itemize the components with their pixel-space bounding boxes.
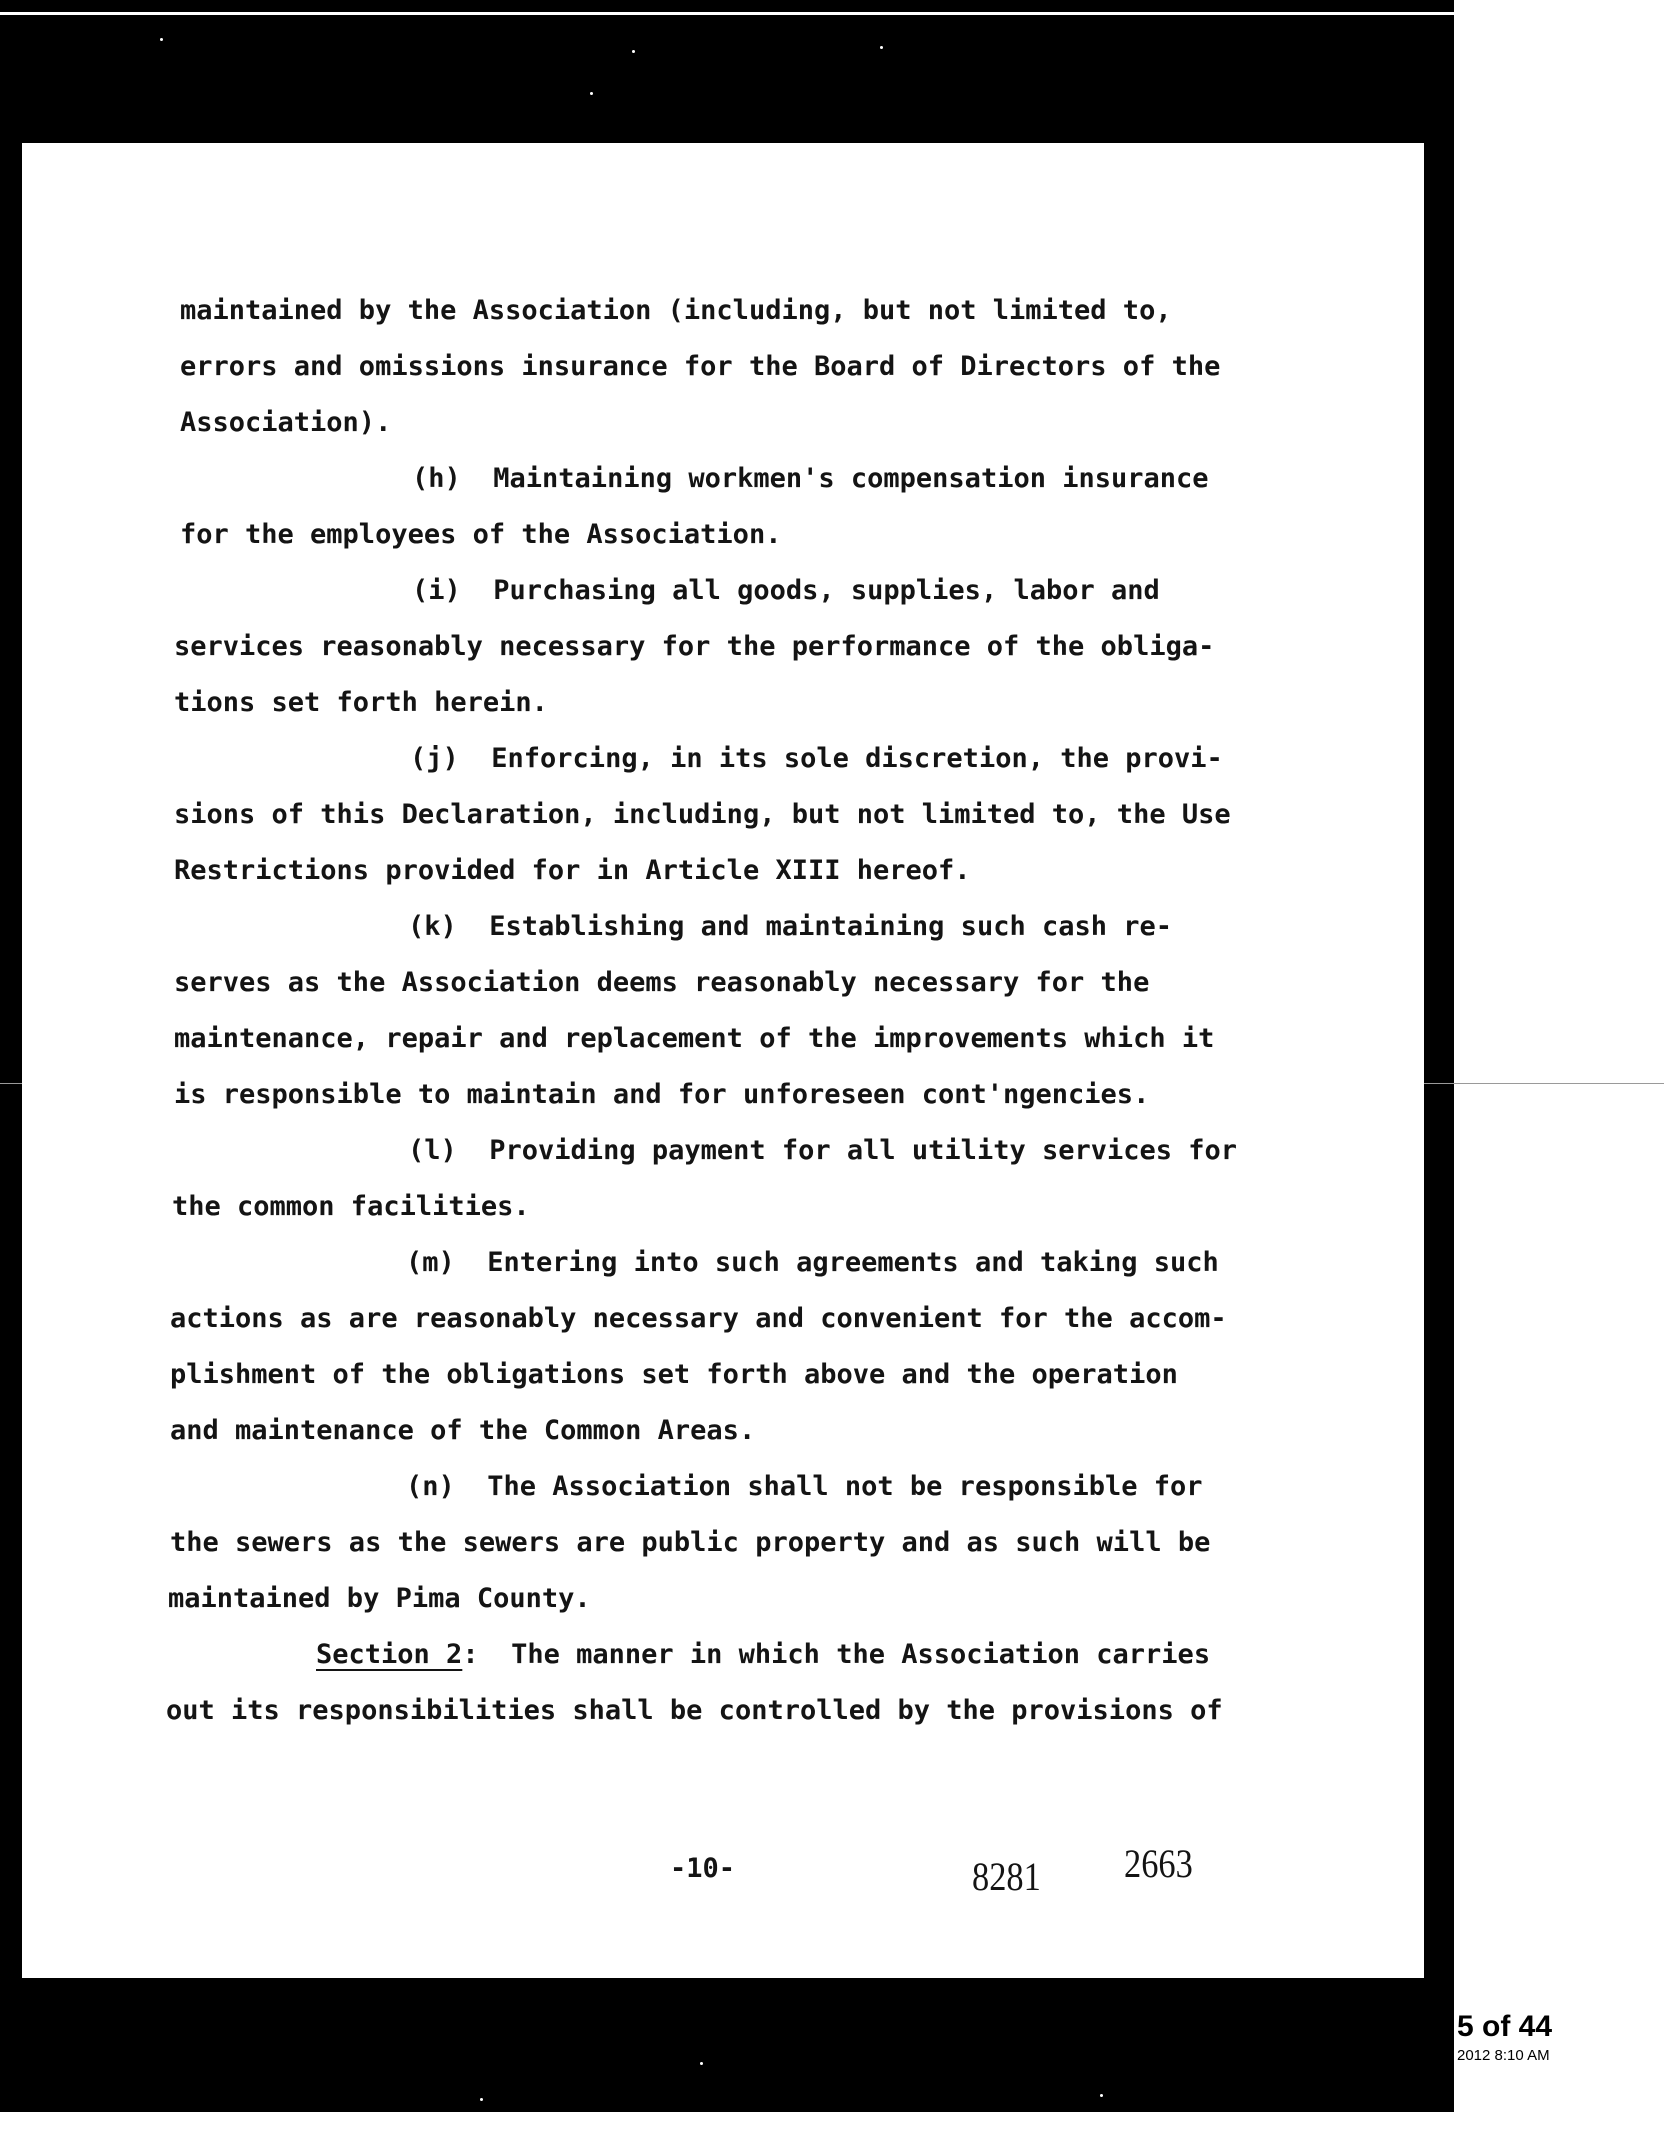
page-number: -10- (670, 1853, 736, 1884)
paragraph-j: (j) Enforcing, in its sole discretion, the provi- (410, 743, 1223, 774)
body-line: maintained by Pima County. (168, 1583, 591, 1614)
body-line: the sewers as the sewers are public property and as such will be (170, 1527, 1211, 1558)
paragraph-k: (k) Establishing and maintaining such cash re- (408, 911, 1173, 942)
body-line: maintenance, repair and replacement of the improvements which it (174, 1023, 1215, 1054)
scan-speck (700, 2062, 703, 2065)
body-line: out its responsibilities shall be controlled by the provisions of (166, 1695, 1223, 1726)
paragraph-m: (m) Entering into such agreements and taking such (406, 1247, 1219, 1278)
body-line: plishment of the obligations set forth above and the operation (170, 1359, 1178, 1390)
scan-speck (1100, 2094, 1103, 2097)
section-2-line (316, 1641, 1210, 1668)
body-line: serves as the Association deems reasonably necessary for the (174, 967, 1150, 998)
body-line: errors and omissions insurance for the Board of Directors of the (180, 351, 1221, 382)
body-line: maintained by the Association (including, but not limited to, (180, 295, 1172, 326)
section-2-text: The manner in which the Association carries (478, 1639, 1211, 1670)
docket-stamp-right: 2663 (1124, 1841, 1193, 1886)
docket-stamp-left: 8281 (972, 1854, 1041, 1899)
body-line: Association). (180, 407, 392, 438)
scan-speck (590, 92, 593, 95)
document-page (22, 143, 1424, 1978)
body-line: tions set forth herein. (174, 687, 548, 718)
paragraph-n: (n) The Association shall not be responsible for (406, 1471, 1203, 1502)
section-2-heading: Section 2 (316, 1639, 463, 1670)
body-line: the common facilities. (172, 1191, 530, 1222)
body-line: is responsible to maintain and for unforeseen cont'ngencies. (174, 1079, 1150, 1110)
print-timestamp: 2012 8:10 AM (1457, 2047, 1550, 2064)
top-rule (0, 12, 1454, 15)
scan-speck (160, 38, 163, 41)
body-line: and maintenance of the Common Areas. (170, 1415, 756, 1446)
page-counter: 5 of 44 (1457, 2010, 1553, 2043)
body-line: services reasonably necessary for the performance of the obliga- (174, 631, 1215, 662)
section-2-colon: : (462, 1639, 479, 1670)
body-line: for the employees of the Association. (180, 519, 782, 550)
paragraph-l: (l) Providing payment for all utility services for (408, 1135, 1238, 1166)
scan-speck (880, 46, 883, 49)
scan-speck (480, 2098, 483, 2101)
paragraph-h: (h) Maintaining workmen's compensation insurance (412, 463, 1209, 494)
body-line: sions of this Declaration, including, but not limited to, the Use (174, 799, 1231, 830)
paragraph-i: (i) Purchasing all goods, supplies, labor and (412, 575, 1160, 606)
scan-speck (632, 50, 635, 53)
body-line: actions as are reasonably necessary and convenient for the accom- (170, 1303, 1227, 1334)
body-line: Restrictions provided for in Article XIII hereof. (174, 855, 971, 886)
